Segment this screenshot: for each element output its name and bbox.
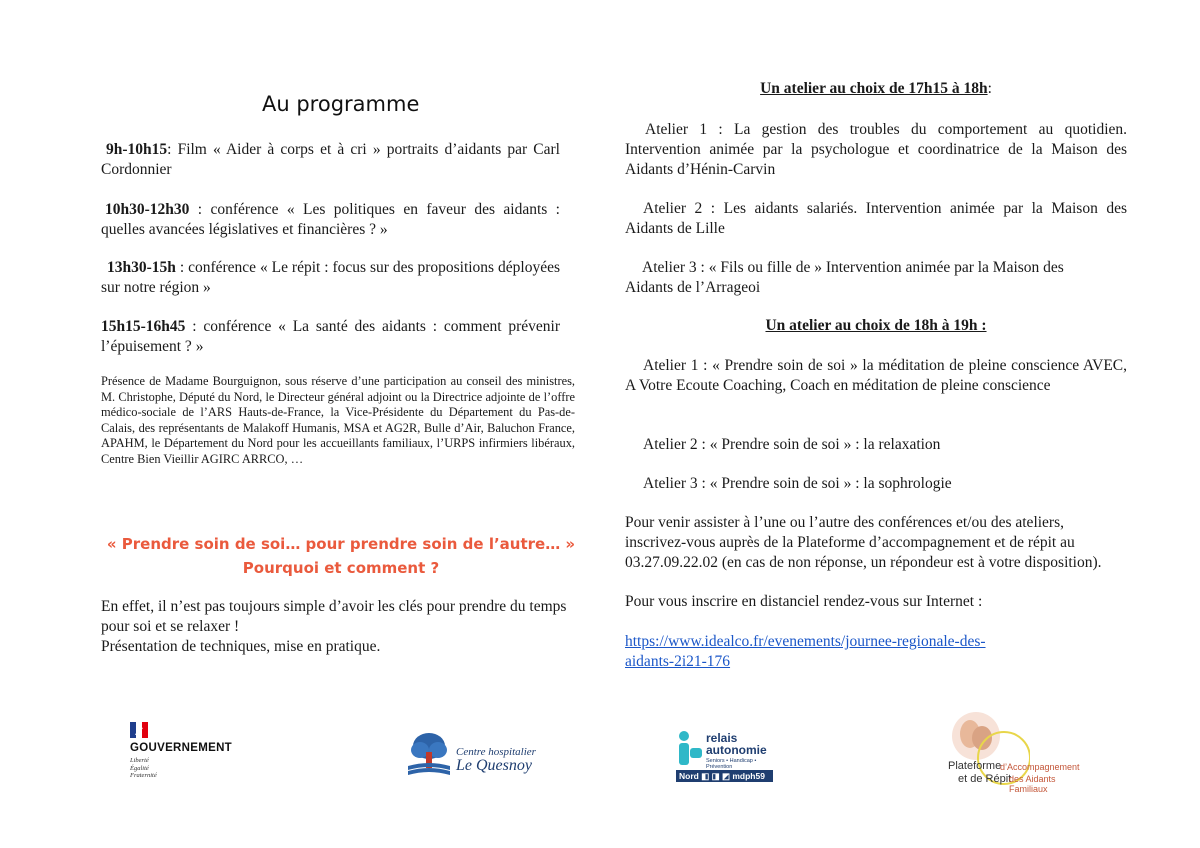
gouvernement-logo — [130, 722, 240, 784]
pf-line2b: des Aidants Familiaux — [1009, 774, 1056, 794]
closing-text-2: Présentation de techniques, mise en pratique. — [101, 638, 381, 655]
closing-text: En effet, il n’est pas toujours simple d’avoir les clés pour prendre du temps pour soi et se relaxer ! — [101, 598, 567, 635]
program-time: 13h30-15h — [107, 259, 176, 276]
presence-paragraph: Présence de Madame Bourguignon, sous réserve d’une participation au conseil des ministres, M. Christophe, Député du Nord, le Directeur général adjoint ou la Directrice adjointe de l’offre médico-sociale de l’ARS Hauts-de-France, la Vice-Présidente du Département du Pas-de-Calais, des représentants de Malakoff Humanis, MSA et AG2R, Bulle d’Air, Baluchon France, APAHM, le Département du Nord pour les accueillants familiaux, l’URPS infirmiers libéraux, Centre Bien Vieillir AGIRC ARRCO, … — [101, 374, 575, 466]
program-time: 10h30-12h30 — [105, 201, 190, 218]
program-time: 9h-10h15 — [106, 141, 168, 158]
pf-line1: Plateforme — [948, 760, 1002, 772]
gov-motto-line: Fraternité — [130, 772, 157, 779]
ra-name-line: relais — [706, 731, 738, 745]
slogan-line: « Prendre soin de soi… pour prendre soin de l’autre… » — [106, 535, 576, 553]
workshop-item: Atelier 2 : Les aidants salariés. Intervention animée par la Maison des Aidants de Lille — [625, 200, 1127, 237]
program-item — [101, 258, 560, 298]
marianne-icon — [130, 722, 148, 738]
registration-paragraph: Pour venir assister à l’une ou l’autre des conférences et/ou des ateliers, inscrivez-vous auprès de la Plateforme d’accompagnement et de répit au 03.27.09.22.02 (en cas de non réponse, un répondeur est à votre disposition). — [625, 514, 1102, 571]
program-text: : conférence « Les politiques en faveur des aidants : quelles avancées législatives et financières ? » — [101, 201, 560, 238]
workshop-item: Atelier 2 : « Prendre soin de soi » : la relaxation — [643, 436, 941, 453]
program-item — [101, 317, 560, 357]
workshop-heading-1-text: Un atelier au choix de 17h15 à 18h — [760, 80, 988, 97]
workshop-item: Atelier 3 : « Fils ou fille de » Intervention animée par la Maison des Aidants de l’Arrageoi — [625, 259, 1064, 296]
workshop-heading-2: Un atelier au choix de 18h à 19h : — [765, 317, 987, 334]
workshop-heading-1 — [625, 80, 1127, 98]
workshop-item: Atelier 1 : La gestion des troubles du comportement au quotidien. Intervention animée par la psychologue et coordinatrice de la Maison des Aidants d’Hénin-Carvin — [625, 121, 1127, 178]
ra-name — [706, 732, 767, 756]
program-text: : conférence « Le répit : focus sur des propositions déployées sur notre région » — [101, 259, 560, 296]
gov-motto — [130, 757, 157, 780]
relais-autonomie-logo — [676, 730, 776, 782]
program-text: : Film « Aider à corps et à cri » portraits d’aidants par Carl Cordonnier — [101, 141, 560, 178]
url-link-line-1[interactable]: https://www.idealco.fr/evenements/journee-regionale-des- — [625, 633, 986, 650]
slogan — [101, 532, 581, 580]
ra-name-line: autonomie — [706, 743, 767, 757]
slogan-subline: Pourquoi et comment ? — [242, 559, 440, 577]
tree-icon — [406, 730, 452, 778]
program-time: 15h15-16h45 — [101, 318, 186, 335]
program-text: : conférence « La santé des aidants : comment prévenir l’épuisement ? » — [101, 318, 560, 355]
gov-name: GOUVERNEMENT — [130, 742, 232, 754]
gov-motto-line: Égalité — [130, 764, 149, 772]
registration-link[interactable] — [625, 632, 1127, 672]
workshop-item: Atelier 1 : « Prendre soin de soi » la méditation de pleine conscience AVEC, A Votre Ecoute Coaching, Coach en méditation de pleine conscience — [625, 357, 1127, 394]
url-link-line-2[interactable]: aidants-2i21-176 — [625, 653, 731, 670]
ch-name-line2: Le Quesnoy — [456, 757, 532, 774]
pf-line1b: d’Accompagnement — [1000, 762, 1080, 772]
gov-motto-line: Liberté — [130, 757, 149, 764]
workshop-heading-1-suffix: : — [987, 80, 992, 97]
closing-paragraph — [101, 597, 579, 657]
workshop-item: Atelier 3 : « Prendre soin de soi » : la sophrologie — [643, 475, 952, 492]
program-item — [101, 200, 560, 240]
plateforme-repit-logo — [948, 708, 1088, 794]
centre-hospitalier-logo — [406, 730, 546, 780]
program-item — [101, 140, 560, 180]
page-title: Au programme — [262, 92, 420, 116]
ra-bar: Nord ◧ ◨ ◩ mdph59 — [676, 770, 773, 782]
ch-name-line1: Centre hospitalier — [456, 746, 536, 758]
pf-line2: et de Répit — [958, 773, 1012, 785]
online-paragraph: Pour vous inscrire en distanciel rendez-vous sur Internet : — [625, 593, 983, 610]
ra-subtitle: Seniors • Handicap • Prévention — [706, 758, 757, 770]
person-icon — [676, 730, 704, 768]
